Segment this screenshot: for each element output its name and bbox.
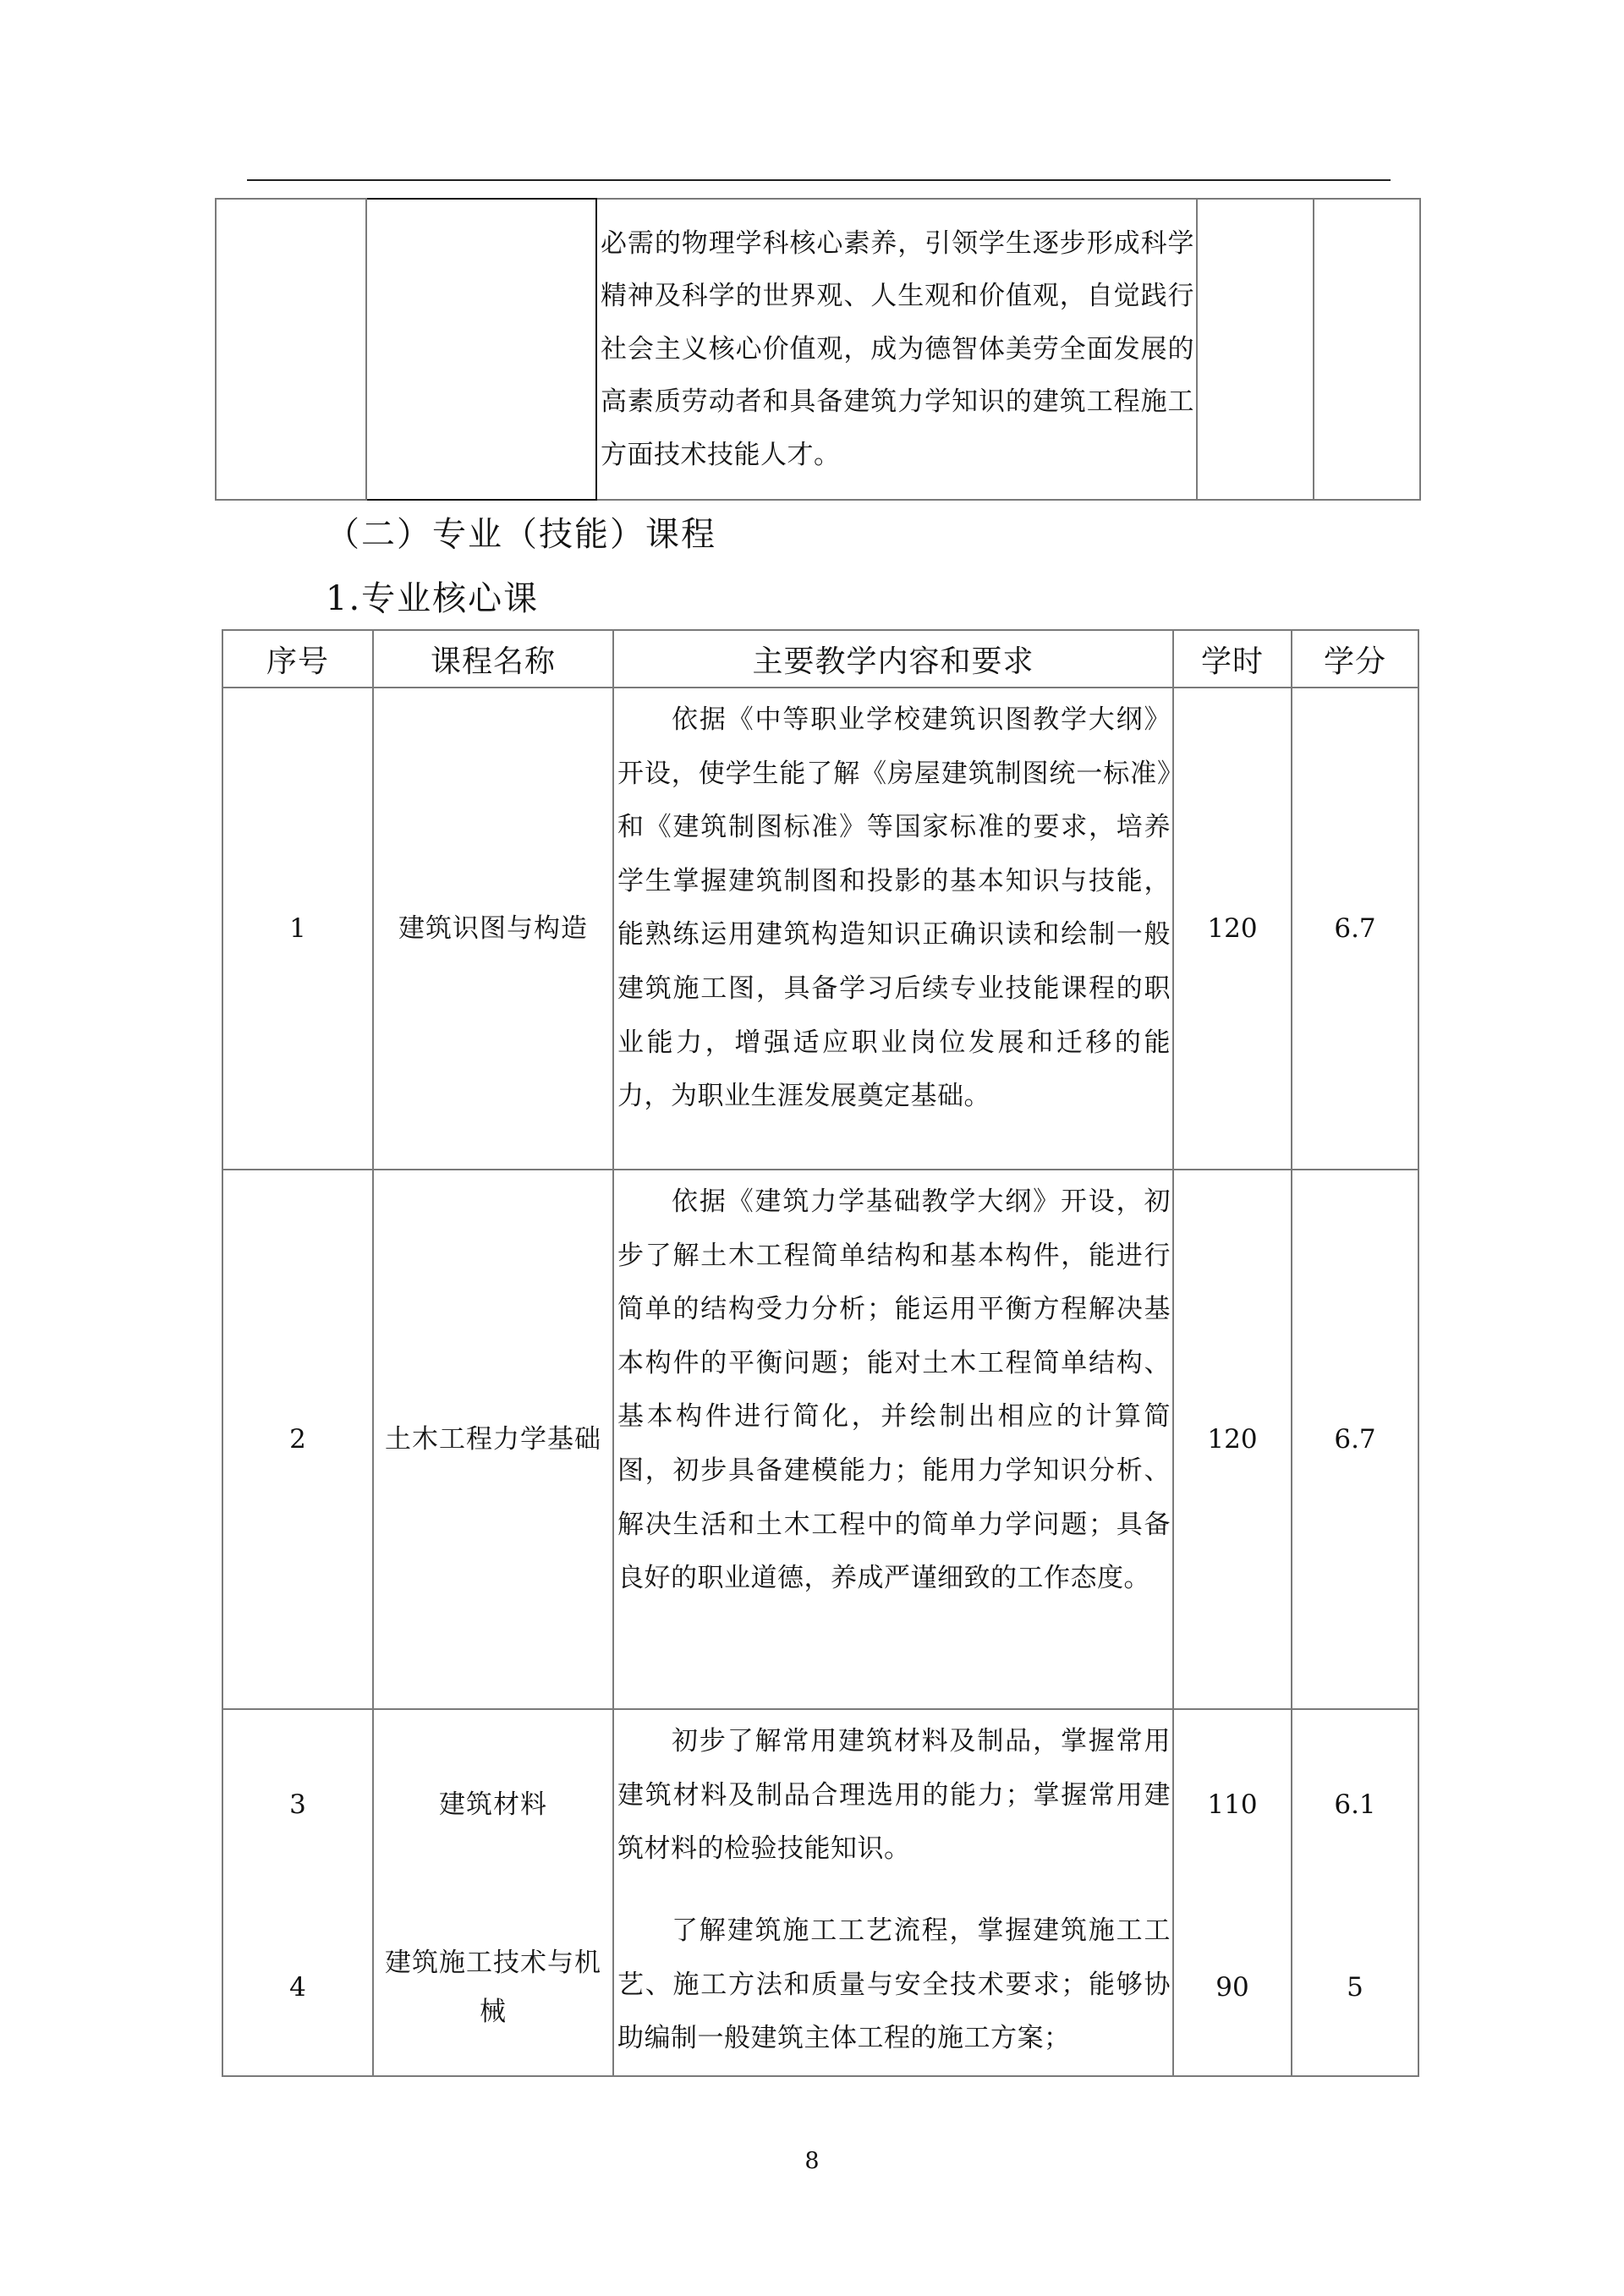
continuation-name-cell: [366, 199, 596, 500]
section-heading: （二）专业（技能）课程: [326, 515, 716, 554]
header-credits: 学分: [1292, 630, 1418, 688]
row-course-name: 土木工程力学基础: [373, 1170, 613, 1709]
continuation-text: 必需的物理学科核心素养，引领学生逐步形成科学精神及科学的世界观、人生观和价值观，自觉践行社会主义核心价值观，成为德智体美劳全面发展的高素质劳动者和具备建筑力学知识的建筑工程施工方面技术技能人才。: [601, 227, 1194, 470]
table-row: [222, 688, 1418, 1170]
header-course-name: 课程名称: [373, 630, 613, 688]
row-content: 依据《中等职业学校建筑识图教学大纲》开设，使学生能了解《房屋建筑制图统一标准》和《建筑制图标准》等国家标准的要求，培养学生掌握建筑制图和投影的基本知识与技能，能熟练运用建筑构造知识正确识读和绘制一般建筑施工图，具备学习后续专业技能课程的职业能力，增强适应职业岗位发展和迁移的能力，为职业生涯发展奠定基础。: [617, 704, 1171, 1112]
continuation-credits-cell: [1314, 199, 1420, 500]
row-hours: 110: [1173, 1709, 1292, 1899]
table-header-row: [222, 630, 1418, 688]
row-content-cell: [613, 688, 1173, 1170]
row-seq: 1: [222, 688, 373, 1170]
sub-heading: 1.专业核心课: [326, 579, 540, 618]
header-hours: 学时: [1173, 630, 1292, 688]
row-seq: 4: [222, 1899, 373, 2076]
header-seq: 序号: [222, 630, 373, 688]
table-row: [222, 1899, 1418, 2076]
continuation-row: [216, 199, 1420, 500]
row-content: 依据《建筑力学基础教学大纲》开设，初步了解土木工程简单结构和基本构件，能进行简单的结构受力分析；能运用平衡方程解决基本构件的平衡问题；能对土木工程简单结构、基本构件进行简化，并绘制出相应的计算简图，初步具备建模能力；能用力学知识分析、解决生活和土木工程中的简单力学问题；具备良好的职业道德，养成严谨细致的工作态度。: [617, 1186, 1171, 1594]
row-content-cell: [613, 1709, 1173, 1899]
continuation-hours-cell: [1197, 199, 1314, 500]
row-credits: 6.7: [1292, 1170, 1418, 1709]
core-course-table: [222, 629, 1419, 2077]
row-credits: 6.7: [1292, 688, 1418, 1170]
continuation-content-cell: [596, 199, 1197, 500]
row-content-cell: [613, 1899, 1173, 2076]
row-hours: 120: [1173, 688, 1292, 1170]
row-seq: 3: [222, 1709, 373, 1899]
page-number: 8: [804, 2148, 820, 2174]
continuation-table: [215, 198, 1421, 501]
row-content-cell: [613, 1170, 1173, 1709]
row-hours: 120: [1173, 1170, 1292, 1709]
row-hours: 90: [1173, 1899, 1292, 2076]
table-row: [222, 1709, 1418, 1899]
row-content: 初步了解常用建筑材料及制品，掌握常用建筑材料及制品合理选用的能力；掌握常用建筑材料的检验技能知识。: [617, 1726, 1171, 1865]
row-credits: 6.1: [1292, 1709, 1418, 1899]
row-credits: 5: [1292, 1899, 1418, 2076]
row-course-name: 建筑施工技术与机械: [373, 1899, 613, 2076]
row-course-name: 建筑识图与构造: [373, 688, 613, 1170]
header-content: 主要教学内容和要求: [613, 630, 1173, 688]
continuation-seq-cell: [216, 199, 366, 500]
row-seq: 2: [222, 1170, 373, 1709]
header-rule: [247, 179, 1391, 181]
table-row: [222, 1170, 1418, 1709]
row-content: 了解建筑施工工艺流程，掌握建筑施工工艺、施工方法和质量与安全技术要求；能够协助编制一般建筑主体工程的施工方案；: [617, 1915, 1171, 2054]
row-course-name: 建筑材料: [373, 1709, 613, 1899]
